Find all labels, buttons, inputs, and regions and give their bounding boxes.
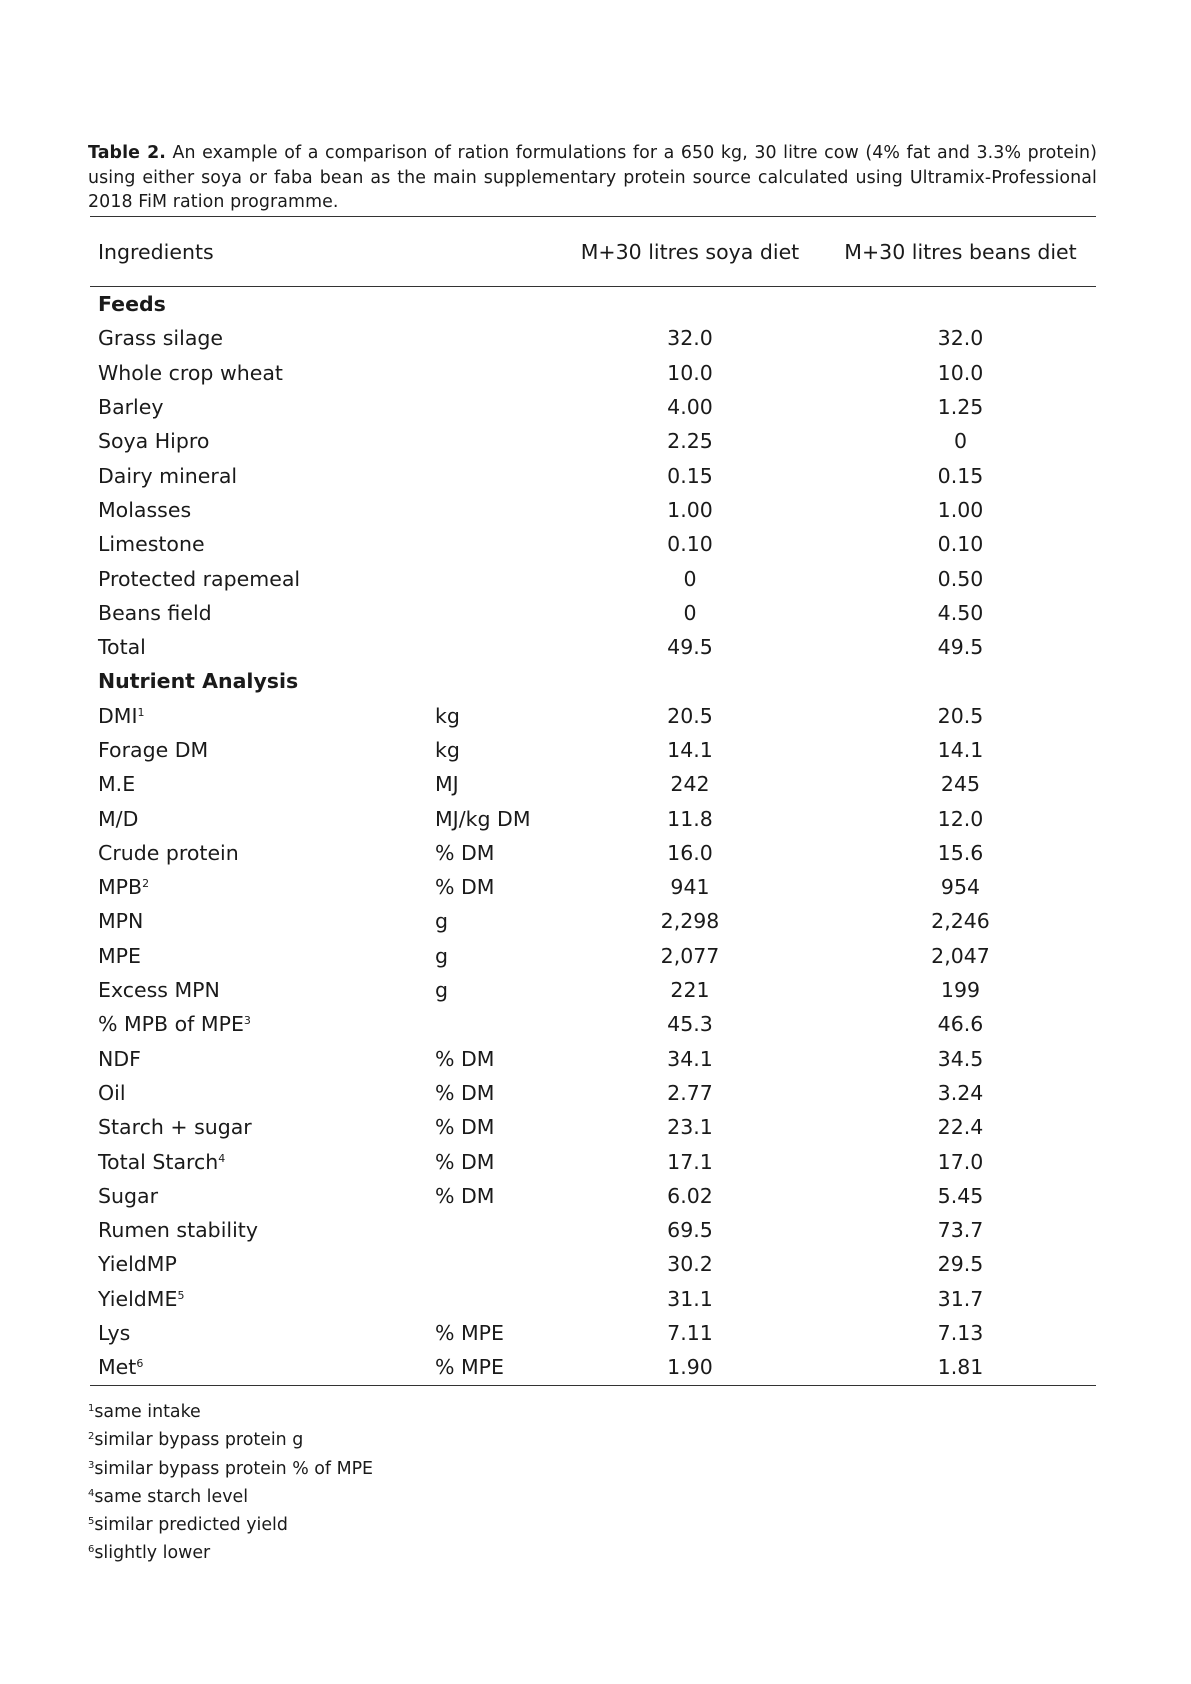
row-name: Grass silage — [98, 326, 224, 351]
caption-label: Table 2. — [88, 143, 167, 164]
table-row — [90, 424, 1096, 458]
table-row — [90, 733, 1096, 767]
row-name: Sugar — [98, 1183, 159, 1208]
row-unit: kg — [435, 738, 460, 762]
table-row — [90, 630, 1096, 664]
row-name: Total — [98, 635, 146, 660]
row-unit: % DM — [435, 1080, 495, 1105]
row-unit — [427, 321, 555, 355]
soya-value: 49.5 — [667, 635, 713, 660]
footnote-item — [88, 1455, 373, 1483]
table-row — [90, 1144, 1096, 1178]
row-name: MPE — [98, 943, 142, 968]
soya-value: 31.1 — [667, 1286, 713, 1311]
beans-value: 245 — [940, 772, 981, 797]
row-label — [90, 1144, 427, 1178]
footnote-ref: 2 — [142, 877, 150, 891]
row-label — [90, 390, 427, 424]
beans-value: 1.00 — [937, 497, 984, 522]
row-unit: kg — [435, 703, 460, 728]
row-unit: MJ — [435, 772, 459, 797]
row-name: Lys — [98, 1321, 131, 1346]
beans-value: 73.7 — [937, 1218, 984, 1243]
beans-value: 954 — [940, 875, 981, 900]
table-row — [90, 699, 1096, 733]
row-label — [90, 356, 427, 390]
beans-value: 2,246 — [931, 909, 990, 934]
footnote-text: similar bypass protein g — [94, 1430, 304, 1451]
row-name: Excess MPN — [98, 978, 220, 1003]
table-row — [90, 1350, 1096, 1385]
footnote-ref: 6 — [136, 1357, 144, 1371]
footnote-mark: 4 — [88, 1487, 95, 1499]
beans-value: 1.81 — [937, 1355, 984, 1380]
footnote-item — [88, 1483, 373, 1511]
soya-value: 2,298 — [660, 909, 720, 934]
header-ingredients: Ingredients — [98, 239, 214, 264]
soya-value: 0.15 — [667, 463, 713, 488]
caption-text: An example of a comparison of ration formulations for a 650 kg, 30 litre cow (4% fat and 3.3% protein) using either soya or faba bean as the main supplementary protein source calculated using Ultramix-Professional 2018 FiM ration programme. — [88, 143, 1098, 213]
row-label — [90, 1316, 427, 1350]
soya-value: 1.90 — [667, 1355, 713, 1380]
row-label — [90, 1282, 427, 1316]
row-unit — [427, 1007, 555, 1041]
beans-value: 0.50 — [937, 566, 984, 591]
soya-value: 45.3 — [667, 1012, 713, 1037]
row-name: MPN — [98, 909, 144, 934]
table-row — [90, 596, 1096, 630]
row-name: Rumen stability — [98, 1218, 258, 1243]
beans-value: 31.7 — [937, 1286, 984, 1311]
row-label — [90, 1042, 427, 1076]
row-unit — [427, 527, 555, 561]
beans-value: 199 — [940, 978, 981, 1003]
section-title: Feeds — [98, 292, 166, 317]
soya-value: 10.0 — [667, 360, 713, 385]
row-label — [90, 321, 427, 355]
row-label — [90, 733, 427, 767]
beans-value: 32.0 — [937, 326, 984, 351]
table-row — [90, 1076, 1096, 1110]
row-name: M/D — [98, 806, 139, 831]
footnote-text: same starch level — [94, 1486, 249, 1507]
soya-value: 4.00 — [667, 395, 713, 420]
table-row — [90, 356, 1096, 390]
footnote-ref: 5 — [177, 1288, 185, 1302]
footnote-ref: 3 — [243, 1014, 251, 1028]
row-name: MPB — [98, 875, 143, 900]
soya-value: 0.10 — [667, 532, 713, 557]
ration-comparison-table — [90, 216, 1096, 1386]
row-label — [90, 801, 427, 835]
table-row — [90, 390, 1096, 424]
row-name: Oil — [98, 1080, 126, 1105]
soya-value: 941 — [670, 875, 710, 900]
soya-value: 242 — [670, 772, 710, 797]
table-row — [90, 904, 1096, 938]
soya-value: 6.02 — [667, 1183, 713, 1208]
beans-value: 12.0 — [937, 806, 984, 831]
row-unit — [427, 356, 555, 390]
row-name: Limestone — [98, 532, 205, 557]
table-row — [90, 1007, 1096, 1041]
row-unit: % DM — [435, 1149, 495, 1174]
row-name: Total Starch — [98, 1149, 219, 1174]
soya-value: 2.25 — [667, 429, 713, 454]
row-name: Soya Hipro — [98, 429, 210, 454]
section-title: Nutrient Analysis — [98, 669, 299, 694]
row-unit: % DM — [435, 875, 495, 900]
row-label — [90, 904, 427, 938]
footnote-mark: 1 — [88, 1403, 95, 1414]
table-row — [90, 527, 1096, 561]
row-label — [90, 1350, 427, 1385]
footnote-mark: 6 — [88, 1544, 95, 1556]
soya-value: 69.5 — [667, 1218, 713, 1243]
row-name: Starch + sugar — [98, 1115, 252, 1140]
table-row — [90, 1247, 1096, 1281]
table-row — [90, 1282, 1096, 1316]
soya-value: 34.1 — [667, 1046, 713, 1071]
row-unit — [427, 493, 555, 527]
row-label — [90, 1007, 427, 1041]
header-unit — [427, 217, 555, 287]
row-label — [90, 596, 427, 630]
row-name: Protected rapemeal — [98, 566, 301, 591]
row-label — [90, 424, 427, 458]
table-row — [90, 767, 1096, 801]
row-unit — [427, 1282, 555, 1316]
footnote-ref: 4 — [218, 1151, 226, 1165]
table-row — [90, 561, 1096, 595]
row-unit: % MPE — [435, 1355, 504, 1380]
row-label — [90, 493, 427, 527]
row-label — [90, 1179, 427, 1213]
table-body — [90, 287, 1096, 1386]
row-name: Dairy mineral — [98, 463, 238, 488]
soya-value: 14.1 — [667, 738, 713, 762]
row-name: M.E — [98, 772, 136, 797]
row-label — [90, 767, 427, 801]
row-unit: % DM — [435, 840, 495, 865]
footnote-item — [88, 1511, 373, 1539]
row-unit — [427, 390, 555, 424]
row-name: Beans field — [98, 600, 212, 625]
table-row — [90, 1110, 1096, 1144]
table-row — [90, 1316, 1096, 1350]
footnote-mark: 3 — [88, 1459, 95, 1471]
row-label — [90, 699, 427, 733]
table-row — [90, 870, 1096, 904]
table-row — [90, 973, 1096, 1007]
soya-value: 2,077 — [660, 943, 720, 968]
row-label — [90, 1247, 427, 1281]
beans-value: 4.50 — [937, 600, 984, 625]
row-name: YieldME — [98, 1286, 178, 1311]
beans-value: 17.0 — [937, 1149, 984, 1174]
row-label — [90, 561, 427, 595]
beans-value: 1.25 — [937, 395, 984, 420]
beans-value: 0.10 — [937, 532, 984, 557]
row-label — [90, 870, 427, 904]
soya-value: 1.00 — [667, 497, 713, 522]
row-unit: % MPE — [435, 1321, 504, 1346]
beans-value: 14.1 — [937, 738, 984, 762]
row-label — [90, 1110, 427, 1144]
soya-value: 30.2 — [667, 1252, 713, 1277]
row-name: Molasses — [98, 497, 192, 522]
footnote-mark: 2 — [88, 1431, 95, 1443]
row-unit: g — [435, 909, 449, 934]
soya-value: 23.1 — [667, 1115, 713, 1140]
table-row — [90, 493, 1096, 527]
row-label — [90, 630, 427, 664]
soya-value: 11.8 — [667, 806, 713, 831]
beans-value: 49.5 — [937, 635, 984, 660]
row-unit — [427, 630, 555, 664]
row-unit: g — [435, 943, 449, 968]
beans-value: 29.5 — [937, 1252, 984, 1277]
footnote-ref: 1 — [137, 705, 145, 719]
soya-value: 20.5 — [667, 703, 713, 728]
soya-value: 17.1 — [667, 1149, 713, 1174]
row-unit: g — [435, 978, 449, 1003]
beans-value: 7.13 — [937, 1321, 984, 1346]
row-name: Forage DM — [98, 738, 209, 762]
table-row — [90, 458, 1096, 492]
table-row — [90, 801, 1096, 835]
row-label — [90, 973, 427, 1007]
footnote-item — [88, 1426, 373, 1454]
row-unit: MJ/kg DM — [435, 806, 531, 831]
soya-value: 0 — [683, 600, 697, 625]
table-row — [90, 939, 1096, 973]
table-row — [90, 1042, 1096, 1076]
section-header-row — [90, 287, 1096, 322]
soya-value: 32.0 — [667, 326, 713, 351]
beans-value: 10.0 — [937, 360, 984, 385]
row-unit — [427, 1247, 555, 1281]
row-name: DMI — [98, 703, 138, 728]
beans-value: 0.15 — [937, 463, 984, 488]
soya-value: 221 — [670, 978, 710, 1003]
beans-value: 15.6 — [937, 840, 984, 865]
beans-value: 2,047 — [931, 943, 990, 968]
table-row — [90, 1213, 1096, 1247]
header-soya-diet: M+30 litres soya diet — [580, 239, 800, 264]
soya-value: 16.0 — [667, 840, 713, 865]
beans-value: 46.6 — [937, 1012, 984, 1037]
soya-value: 0 — [683, 566, 697, 591]
beans-value: 3.24 — [937, 1080, 984, 1105]
beans-value: 0 — [953, 429, 968, 454]
row-name: Met — [98, 1355, 137, 1380]
row-unit — [427, 561, 555, 595]
row-name: Whole crop wheat — [98, 360, 283, 385]
footnote-mark: 5 — [88, 1516, 95, 1528]
table-header-row — [90, 217, 1096, 287]
soya-value: 7.11 — [667, 1321, 713, 1346]
row-unit: % DM — [435, 1115, 495, 1140]
footnote-text: similar predicted yield — [94, 1515, 288, 1536]
row-label — [90, 836, 427, 870]
footnote-text: slightly lower — [94, 1543, 211, 1564]
footnotes — [88, 1398, 373, 1568]
footnote-item — [88, 1539, 373, 1567]
footnote-text: similar bypass protein % of MPE — [94, 1458, 374, 1479]
row-name: Crude protein — [98, 840, 239, 865]
row-label — [90, 458, 427, 492]
table-row — [90, 1179, 1096, 1213]
table-row — [90, 321, 1096, 355]
beans-value: 5.45 — [937, 1183, 984, 1208]
beans-value: 34.5 — [937, 1046, 984, 1071]
footnote-text: same intake — [94, 1402, 201, 1422]
table-caption — [88, 141, 1097, 215]
row-name: % MPB of MPE — [98, 1012, 244, 1037]
row-name: YieldMP — [98, 1252, 177, 1277]
row-name: Barley — [98, 395, 164, 420]
row-unit — [427, 424, 555, 458]
beans-value: 20.5 — [937, 703, 984, 728]
soya-value: 2.77 — [667, 1080, 713, 1105]
section-header-row — [90, 664, 1096, 698]
beans-value: 22.4 — [937, 1115, 984, 1140]
row-label — [90, 1213, 427, 1247]
row-unit: % DM — [435, 1183, 495, 1208]
row-unit — [427, 596, 555, 630]
row-label — [90, 527, 427, 561]
row-unit: % DM — [435, 1046, 495, 1071]
row-unit — [427, 1213, 555, 1247]
row-label — [90, 939, 427, 973]
table-row — [90, 836, 1096, 870]
header-beans-diet: M+30 litres beans diet — [844, 239, 1077, 264]
row-unit — [427, 458, 555, 492]
row-name: NDF — [98, 1046, 141, 1071]
footnote-item — [88, 1398, 373, 1426]
row-label — [90, 1076, 427, 1110]
